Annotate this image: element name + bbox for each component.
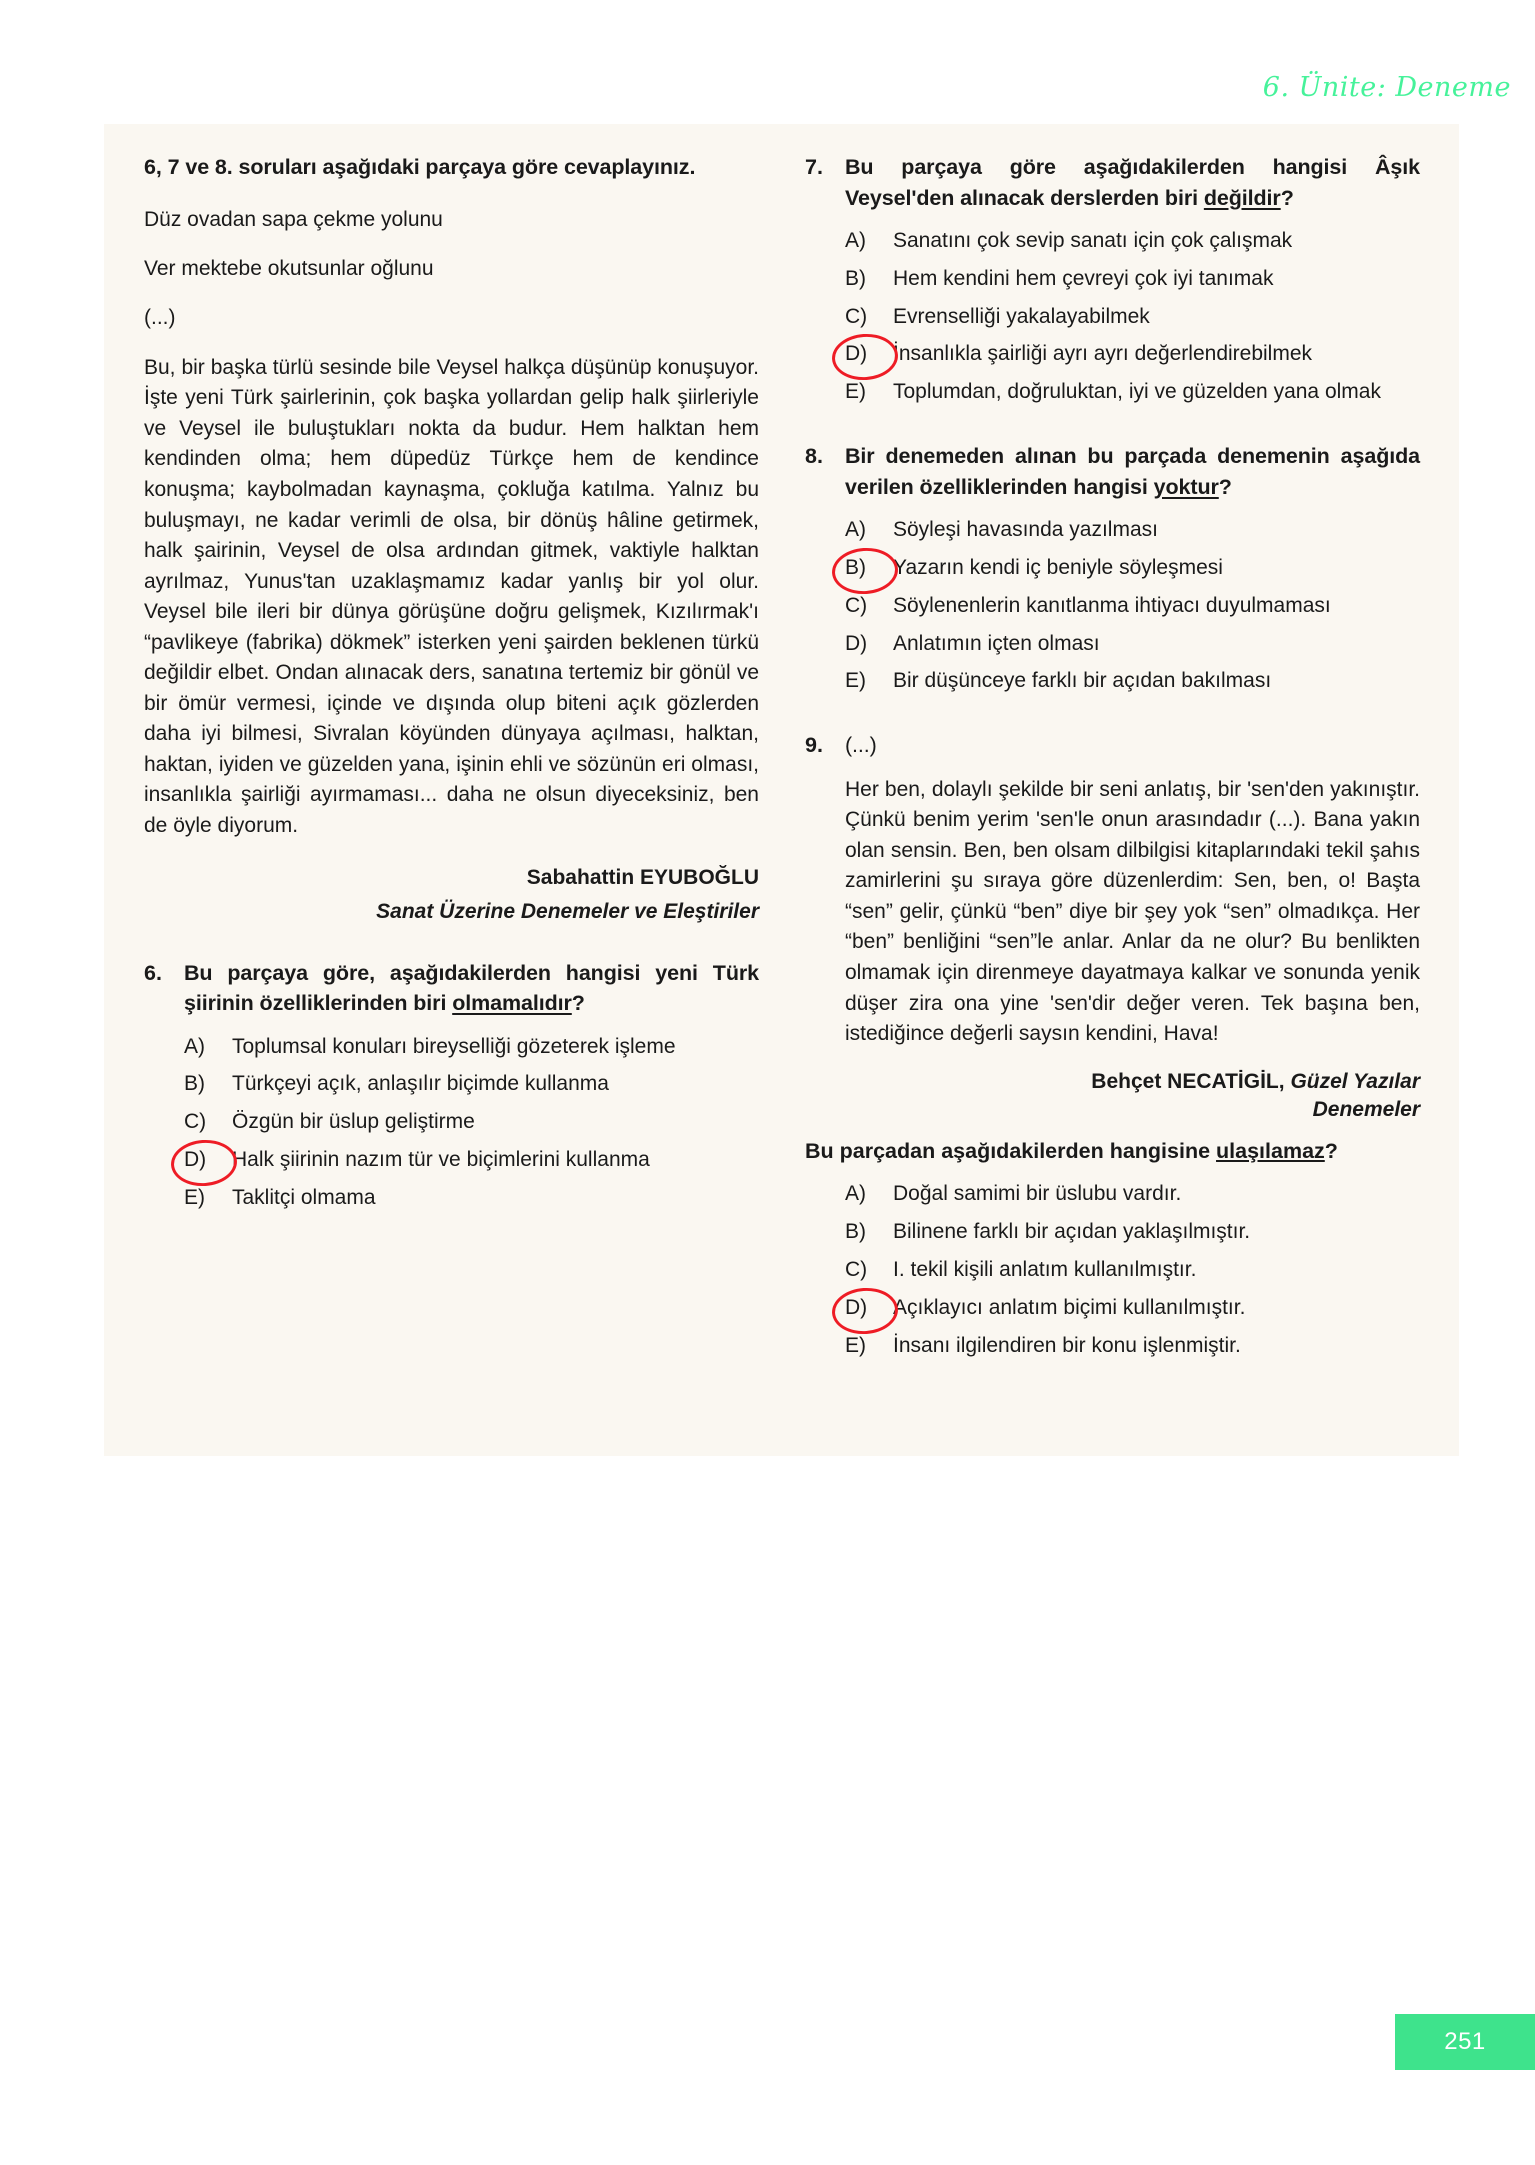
question-7-head (805, 152, 1420, 213)
option-text: Türkçeyi açık, anlaşılır biçimde kullanma (232, 1072, 609, 1096)
option-text: Sanatını çok sevip sanatı için çok çalışmak (893, 229, 1293, 253)
option-text: Toplumdan, doğruluktan, iyi ve güzelden yana olmak (893, 380, 1381, 404)
question-8-head (805, 441, 1420, 502)
question-8-stem (845, 441, 1420, 502)
option-letter[interactable]: E) (184, 1185, 205, 1209)
question-6-head (144, 958, 759, 1019)
option-letter[interactable]: E) (845, 1333, 866, 1357)
option-row[interactable] (845, 377, 1420, 407)
option-row[interactable] (845, 629, 1420, 659)
option-letter[interactable]: C) (845, 593, 868, 617)
question-8-stem-part1: Bir denemeden alınan bu parçada denemenin aşağıda verilen özelliklerinden hangisi (845, 444, 1420, 499)
option-text: Anlatımın içten olması (893, 631, 1100, 655)
question-6-stem (184, 958, 759, 1019)
verse-line-3: (...) (144, 306, 176, 330)
verse-line-2: Ver mektebe okutsunlar oğlunu (144, 256, 434, 280)
option-row-selected[interactable] (845, 339, 1420, 369)
question-8-stem-keyword: yoktur (1153, 474, 1219, 499)
option-letter[interactable]: E) (845, 669, 866, 693)
page-number-text: 251 (1444, 2028, 1486, 2055)
option-row[interactable] (845, 1217, 1420, 1247)
option-row-selected[interactable] (845, 553, 1420, 583)
option-text: İnsanlıkla şairliği ayrı ayrı değerlendirebilmek (893, 342, 1313, 366)
option-text: İnsanı ilgilendiren bir konu işlenmiştir. (893, 1333, 1241, 1357)
page-number-badge (1395, 2014, 1535, 2070)
option-row[interactable] (845, 515, 1420, 545)
question-6-options (144, 1032, 759, 1213)
option-letter[interactable]: C) (845, 304, 868, 328)
question-9-intro: (...) (845, 733, 877, 758)
option-text: Söyleşi havasında yazılması (893, 518, 1158, 542)
option-row[interactable] (845, 1179, 1420, 1209)
option-letter[interactable]: D) (845, 631, 868, 655)
option-text: Evrenselliği yakalayabilmek (893, 304, 1150, 328)
option-text: I. tekil kişili anlatım kullanılmıştır. (893, 1258, 1197, 1282)
option-letter[interactable]: B) (845, 266, 866, 290)
right-column (805, 152, 1420, 1456)
option-text: Açıklayıcı anlatım biçimi kullanılmıştır. (893, 1295, 1246, 1319)
option-text: Halk şiirinin nazım tür ve biçimlerini kullanma (232, 1148, 650, 1172)
reading-passage: Bu, bir başka türlü sesinde bile Veysel halkça düşünüp konuşuyor. İşte yeni Türk şairlerinin, çok başka yollardan gelip halk şiirleriyle ve Veysel ile buluştukları nokta da budur. Hem halktan hem kendinden olma; hem düpedüz Türkçe hem de kendince konuşma; kaybolmadan kaynaşma, çokluğa katılma. Yalnız bu buluşmayı, ne kadar verimli de olsa, bir dönüş hâline getirmek, halk şairinin, Veysel de olsa ardından gitmek, vaktiyle halktan ayrılmaz, Yunus'tan uzaklaşmamız kadar yanlış bir yol olur. Veysel bile ileri bir dünya görüşüne doğru gelişmek, Kızılırmak'ı “pavlikeye (fabrika) dökmek” isterken yeni şairden beklenen türkü değildir elbet. Ondan alınacak ders, sanatına tertemiz bir gönül ve bir ömür vermesi, içinde ve dışında olup biteni açık gözlerden daha iyi bilmesi, Sivralan köyünden dünyaya açılması, halktan, haktan, iyiden ve güzelden yana, işinin ehli ve sözünün eri olması, insanlıkla şairliği ayırmaması... daha ne olsun diyeceksiniz, ben de öyle diyorum. (144, 355, 759, 838)
option-letter[interactable]: A) (845, 1182, 866, 1206)
question-9-number: 9. (805, 733, 823, 758)
question-9-options (805, 1179, 1420, 1360)
question-7-stem-part1: Bu parçaya göre aşağıdakilerden hangisi Âşık Veysel'den alınacak derslerden biri (845, 155, 1420, 210)
question-6-stem-keyword: olmamalıdır (452, 991, 572, 1016)
question-7-stem-part2: ? (1280, 185, 1294, 210)
question-9-attribution (805, 1068, 1420, 1096)
question-8-options (805, 515, 1420, 696)
question-6 (144, 958, 759, 1213)
instruction-text: 6, 7 ve 8. soruları aşağıdaki parçaya göre cevaplayınız. (144, 155, 696, 179)
option-row[interactable] (184, 1069, 759, 1099)
two-column-layout (104, 124, 1459, 1456)
passage-author: Sabahattin EYUBOĞLU (526, 865, 759, 889)
option-text: Yazarın kendi iç beniyle söyleşmesi (893, 555, 1223, 579)
question-7-stem (845, 152, 1420, 213)
option-row-selected[interactable] (845, 1293, 1420, 1323)
option-letter[interactable]: A) (845, 518, 866, 542)
question-7-number: 7. (805, 155, 823, 179)
option-letter[interactable]: C) (184, 1110, 207, 1134)
question-9-work: Güzel Yazılar (1290, 1069, 1420, 1093)
option-letter[interactable]: B) (184, 1072, 205, 1096)
option-text: Söylenenlerin kanıtlanma ihtiyacı duyulmaması (893, 593, 1331, 617)
question-8 (805, 441, 1420, 696)
option-text: Özgün bir üslup geliştirme (232, 1110, 475, 1134)
passage-source: Sanat Üzerine Denemeler ve Eleştiriler (376, 899, 759, 923)
option-text: Taklitçi olmama (232, 1185, 376, 1209)
option-letter[interactable]: D) (845, 339, 893, 369)
left-column (144, 152, 759, 1456)
question-9-head (805, 730, 1420, 761)
question-6-number: 6. (144, 960, 162, 985)
question-9-stem (805, 1136, 1420, 1167)
option-row[interactable] (184, 1107, 759, 1137)
option-letter[interactable]: A) (845, 229, 866, 253)
question-7-stem-keyword: değildir (1203, 185, 1281, 210)
running-header-unit-title: 6. Ünite: Deneme (1262, 72, 1511, 103)
option-row[interactable] (845, 1331, 1420, 1361)
option-letter[interactable]: B) (845, 553, 893, 583)
question-9-stem-part1: Bu parçadan aşağıdakilerden hangisine (805, 1138, 1217, 1163)
option-row[interactable] (184, 1183, 759, 1213)
option-row[interactable] (184, 1032, 759, 1062)
option-text: Bilinene farklı bir açıdan yaklaşılmıştır. (893, 1220, 1251, 1244)
option-text: Doğal samimi bir üslubu vardır. (893, 1182, 1182, 1206)
question-8-number: 8. (805, 444, 823, 469)
question-9-passage: Her ben, dolaylı şekilde bir seni anlatış, bir 'sen'den yakınıştır. Çünkü benim yerim 'sen'le onun arasındadır (...). Bana yakın olan sensin. Ben, ben olsam dilbilgisi kitaplarındaki tekil şahıs zamirlerini şu sıraya göre düzenlerdim: Sen, ben, o! Başta “sen” gelir, çünkü “ben” diye bir şey yok “sen” olmadıkça. Her “ben” benliğini “sen”le anlar. Anlar da ne olur? Bu benlikten olmamak için direnmeye dayatmaya kalkar ve sonunda yenik düşer zira ona yine 'sen'dir değer veren. Tek başına ben, istediğince değerli saysın kendini, Hava! (845, 777, 1420, 1046)
question-9 (805, 730, 1420, 1360)
option-row-selected[interactable] (184, 1145, 759, 1175)
question-9-work-2: Denemeler (1312, 1097, 1420, 1121)
option-text: Hem kendini hem çevreyi çok iyi tanımak (893, 266, 1274, 290)
question-6-stem-part1: Bu parçaya göre, aşağıdakilerden hangisi yeni Türk şiirinin özelliklerinden biri (184, 960, 759, 1016)
question-9-stem-part2: ? (1324, 1138, 1338, 1163)
option-letter[interactable]: D) (184, 1145, 232, 1175)
option-text: Toplumsal konuları bireyselliği gözeterek işleme (232, 1034, 676, 1058)
question-7 (805, 152, 1420, 407)
verse-line-1: Düz ovadan sapa çekme yolunu (144, 207, 443, 231)
option-row[interactable] (845, 1255, 1420, 1285)
option-row[interactable] (845, 264, 1420, 294)
question-8-stem-part2: ? (1218, 474, 1232, 499)
question-7-options (805, 226, 1420, 407)
option-row[interactable] (845, 591, 1420, 621)
option-letter[interactable]: B) (845, 1220, 866, 1244)
option-letter[interactable]: E) (845, 380, 866, 404)
option-text: Bir düşünceye farklı bir açıdan bakılması (893, 669, 1272, 693)
option-letter[interactable]: D) (845, 1293, 893, 1323)
option-row[interactable] (845, 666, 1420, 696)
option-letter[interactable]: C) (845, 1258, 868, 1282)
question-6-stem-part2: ? (571, 991, 585, 1016)
option-letter[interactable]: A) (184, 1034, 205, 1058)
question-9-stem-keyword: ulaşılamaz (1216, 1138, 1325, 1163)
option-row[interactable] (845, 226, 1420, 256)
option-row[interactable] (845, 302, 1420, 332)
question-9-author: Behçet NECATİGİL, (1091, 1069, 1285, 1093)
page-content-panel (104, 124, 1459, 1456)
